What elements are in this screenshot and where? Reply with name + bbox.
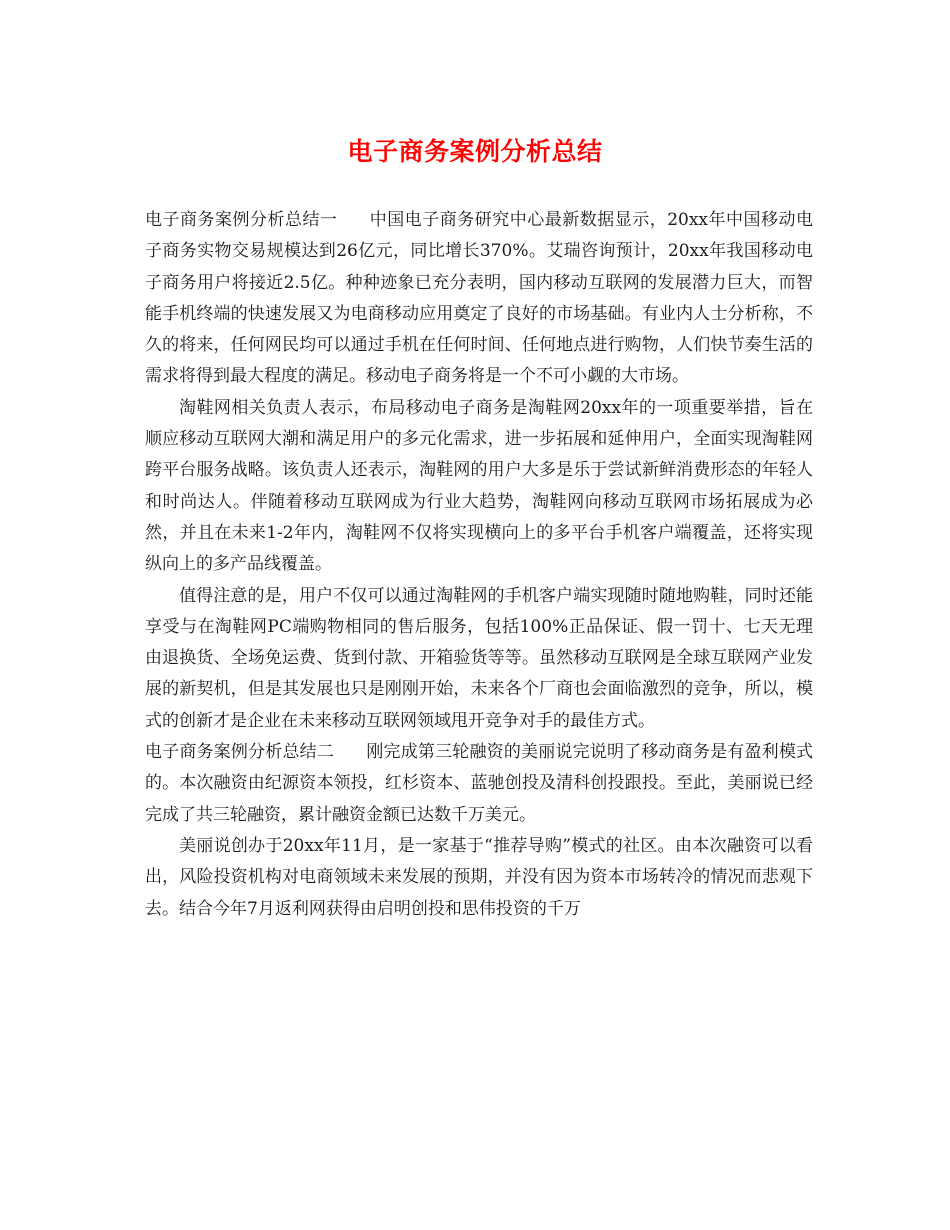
- section-1-paragraph: 淘鞋网相关负责人表示，布局移动电子商务是淘鞋网20xx年的一项重要举措，旨在顺应移动互联网大潮和满足用户的多元化需求，进一步拓展和延伸用户，全面实现淘鞋网跨平台服务战略。该负责人还表示，淘鞋网的用户大多是乐于尝试新鲜消费形态的年轻人和时尚达人。伴随着移动互联网成为行业大趋势，淘鞋网向移动互联网市场拓展成为必然，并且在未来1-2年内，淘鞋网不仅将实现横向上的多平台手机客户端覆盖，还将实现纵向上的多产品线覆盖。: [145, 397, 813, 575]
- section-2-lead-paragraph: [145, 737, 813, 831]
- document-title: 电子商务案例分析总结: [347, 137, 603, 166]
- section-1-lead-text: 中国电子商务研究中心最新数据显示，20xx年中国移动电子商务实物交易规模达到26亿元，同比增长370%。艾瑞咨询预计，20xx年我国移动电子商务用户将接近2.5亿。种种迹象已充分表明，国内移动互联网的发展潜力巨大，而智能手机终端的快速发展又为电商移动应用奠定了良好的市场基础。有业内人士分析称，不久的将来，任何网民均可以通过手机在任何时间、任何地点进行购物，人们快节奏生活的需求将得到最大程度的满足。移动电子商务将是一个不可小觑的大市场。: [145, 210, 813, 387]
- section-1-paragraph: 值得注意的是，用户不仅可以通过淘鞋网的手机客户端实现随时随地购鞋，同时还能享受与在淘鞋网PC端购物相同的售后服务，包括100%正品保证、假一罚十、七天无理由退换货、全场免运费、货到付款、开箱验货等等。虽然移动互联网是全球互联网产业发展的新契机，但是其发展也只是刚刚开始，未来各个厂商也会面临激烈的竞争，所以，模式的创新才是企业在未来移动互联网领域甩开竞争对手的最佳方式。: [145, 585, 813, 731]
- section-2-lead-text: 刚完成第三轮融资的美丽说完说明了移动商务是有盈利模式的。本次融资由纪源资本领投，红杉资本、蓝驰创投及清科创投跟投。至此，美丽说已经完成了共三轮融资，累计融资金额已达数千万美元。: [145, 742, 814, 825]
- section-2-paragraph: 美丽说创办于20xx年11月，是一家基于“推荐导购”模式的社区。由本次融资可以看出，风险投资机构对电商领域未来发展的预期，并没有因为资本市场转冷的情况而悲观下去。结合今年7月返利网获得由启明创投和思伟投资的千万: [145, 835, 813, 919]
- section-1-lead-paragraph: [145, 205, 813, 393]
- document-body: [145, 205, 813, 925]
- section-1-heading: 电子商务案例分析总结一: [145, 210, 338, 230]
- section-2-heading: 电子商务案例分析总结二: [145, 742, 335, 763]
